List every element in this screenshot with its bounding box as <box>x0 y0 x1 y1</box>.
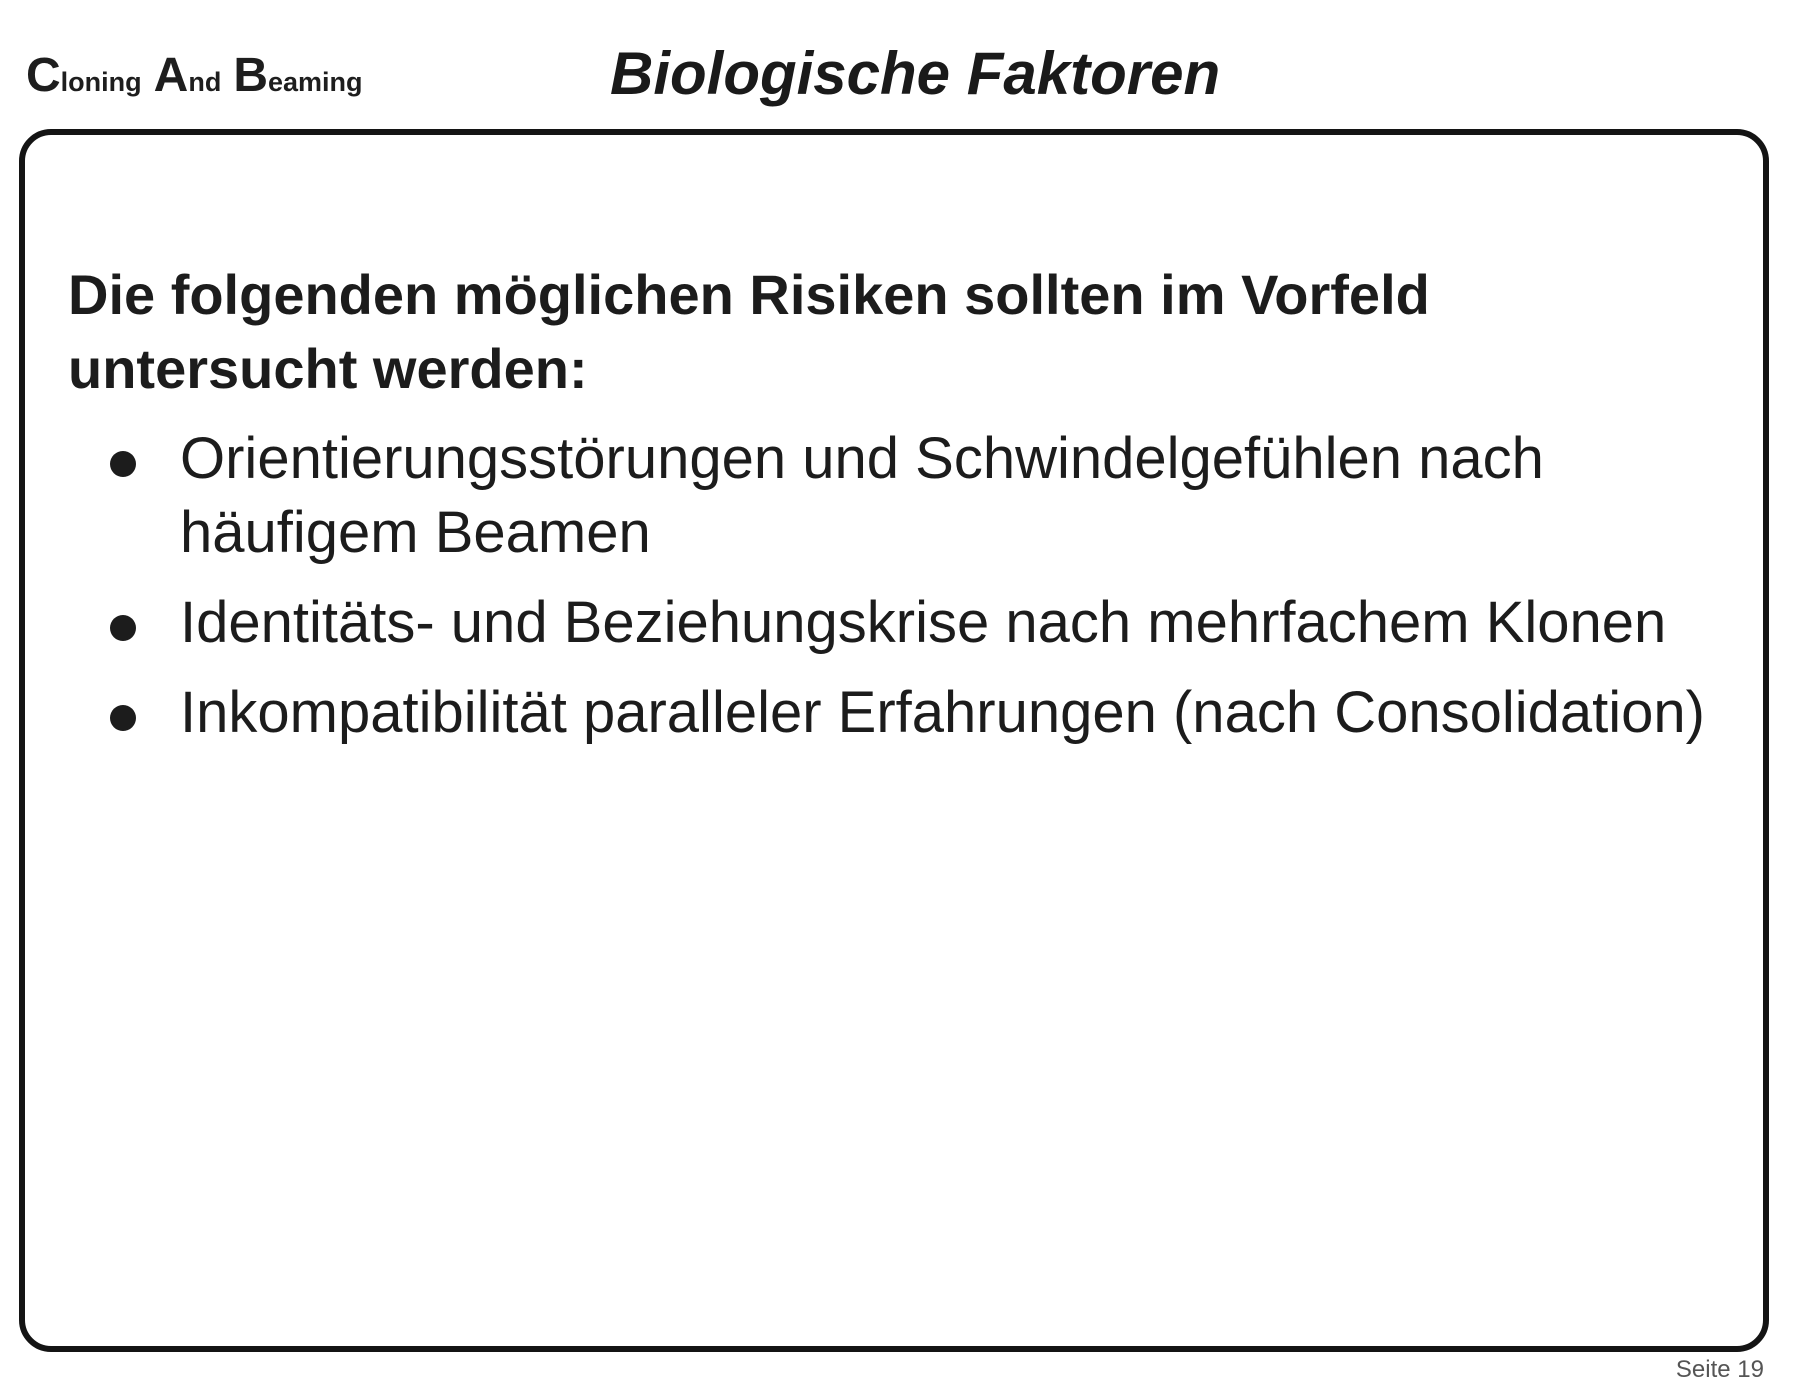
list-item-text: Orientierungsstörungen und Schwindelgefühlen nach häufigem Beamen <box>180 426 1544 565</box>
risk-list <box>110 422 1710 766</box>
logo-word-loning: loning <box>60 67 142 97</box>
list-item <box>110 422 1710 570</box>
bullet-icon <box>110 451 136 477</box>
logo-initial-c: C <box>26 49 61 102</box>
logo-word-eaming: eaming <box>268 67 363 97</box>
list-item-text: Inkompatibilität paralleler Erfahrungen (nach Consolidation) <box>180 680 1705 745</box>
page-number: Seite 19 <box>1675 1356 1764 1383</box>
list-item-text: Identitäts- und Beziehungskrise nach mehrfachem Klonen <box>180 590 1667 655</box>
intro-text: Die folgenden möglichen Risiken sollten im Vorfeld untersucht werden: <box>68 263 1430 400</box>
logo <box>26 49 363 102</box>
slide-title: Biologische Faktoren <box>610 40 1221 107</box>
bullet-icon <box>110 705 136 731</box>
list-item <box>110 676 1710 750</box>
bullet-icon <box>110 615 136 641</box>
logo-word-nd: nd <box>188 67 222 97</box>
list-item <box>110 586 1710 660</box>
logo-initial-b: B <box>233 49 268 102</box>
logo-initial-a: A <box>153 49 189 102</box>
